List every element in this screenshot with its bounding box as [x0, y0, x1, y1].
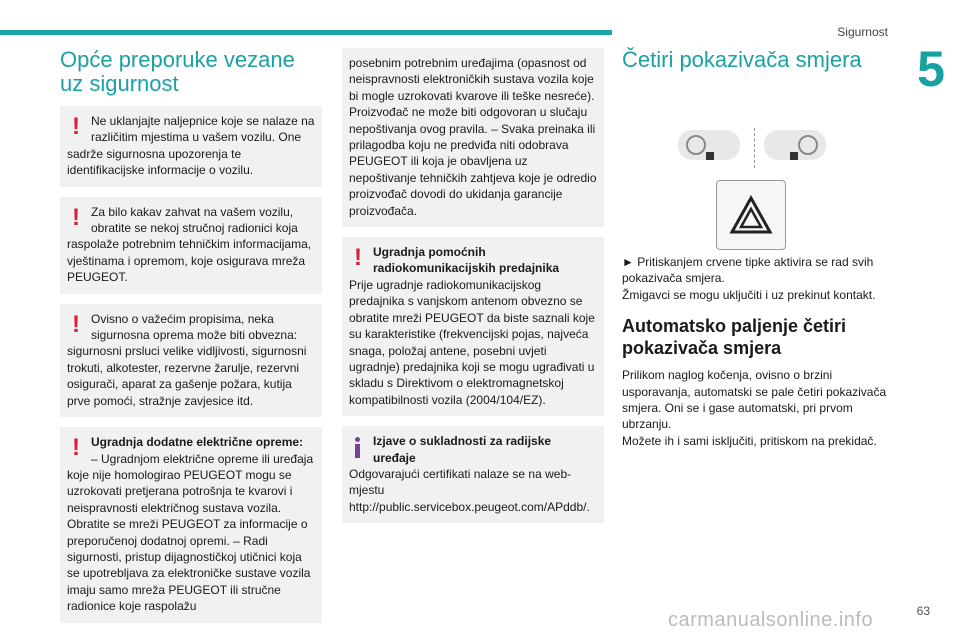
warning-exclamation-icon: ! — [72, 310, 80, 338]
warning-box — [342, 237, 604, 416]
paragraph: Prilikom naglog kočenja, ovisno o brzini usporavanja, automatski se pale četiri pokazivača smjera. Oni se i gase automatski, pri prvom ubrzanju. — [622, 368, 887, 432]
info-icon — [349, 433, 367, 463]
hazard-illustration — [622, 82, 892, 242]
warning-text: Ovisno o važećim propisima, neka sigurnosna oprema može biti obvezna: sigurnosni prsluci velike vidljivosti, sigurnosni trokuti, alkotester, rezervne žarulje, rezervni osigurači, aparat za gašenje požara, kutija prve pomoći, stražnje zavjesice itd. — [67, 311, 307, 408]
info-title: Izjave o sukladnosti za radijske uređaje — [373, 434, 552, 465]
warning-box — [60, 427, 322, 622]
middle-column — [342, 48, 604, 533]
left-heading: Opće preporuke vezane uz sigurnost — [60, 47, 295, 96]
hazard-button — [716, 180, 786, 250]
steering-wheel-icon — [678, 130, 740, 160]
chapter-tab — [902, 40, 960, 98]
warning-text: Za bilo kakav zahvat na vašem vozilu, obratite se nekoj stručnoj radionici koja raspolaže potrebnim tehničkim informacijama, vještinama i opremom, koje osigurava mreža PEUGEOT. — [67, 204, 312, 285]
warning-box — [60, 197, 322, 294]
left-column — [60, 48, 322, 633]
info-text: Odgovarajući certifikati nalaze se na web-mjestu http://public.servicebox.peugeot.com/APddb/. — [349, 466, 590, 514]
top-accent-bar — [0, 30, 612, 35]
subheading: Automatsko paljenje četiri pokazivača smjera — [622, 316, 847, 359]
warning-exclamation-icon: ! — [354, 244, 362, 272]
warning-text: Ne uklanjajte naljepnice koje se nalaze na različitim mjestima u vašem vozilu. One sadrže sigurnosna upozorenja te identifikacijske informacije o vozilu. — [67, 114, 315, 178]
warning-exclamation-icon: ! — [72, 434, 80, 462]
warning-box — [60, 304, 322, 417]
warning-text: – Ugradnjom električne opreme ili uređaja koje nije homologirao PEUGEOT mogu se uzrokovati pretjerana potrošnja te kvarovi i neispravnosti električnog sustava vozila. Obratite se mreži PEUGEOT za informacije o preporučenoj dodatnoj opremi. – Radi sigurnosti, pristup dijagnostičkoj utičnici koja se upotrebljava za elektroničke sustave vozila imaju samo mreža PEUGEOT ili stručne radionice koje raspolažu — [67, 451, 314, 614]
info-box — [342, 426, 604, 523]
section-title: Sigurnost — [837, 25, 888, 39]
watermark: carmanualsonline.info — [668, 609, 874, 631]
continued-text: posebnim potrebnim uređajima (opasnost od neispravnosti elektroničkih sustava vozila koje bi mogle uzrokovati kvarove ili teške nesreće). Proizvođač ne može biti odgovoran u slučaju nepoštivanja ovog pravila. – Svaka preinaka ili prilagodba koju ne predviđa niti odobrava PEUGEOT ili koja je obavljena uz nepoštivanje tehničkih zahtjeva koje je odredio proizvođač dovodi do ukidanja garancije proizvođača. — [349, 56, 597, 218]
page-number: 63 — [916, 604, 930, 618]
warning-box — [60, 106, 322, 187]
hazard-triangle-icon — [729, 195, 773, 235]
right-heading: Četiri pokazivača smjera — [622, 47, 862, 72]
chapter-number: 5 — [917, 41, 945, 97]
paragraph: Možete ih i sami isključiti, pritiskom na prekidač. — [622, 433, 877, 448]
warning-title: Ugradnja pomoćnih radiokomunikacijskih predajnika — [373, 245, 560, 276]
warning-exclamation-icon: ! — [72, 203, 80, 231]
paragraph: ► Pritiskanjem crvene tipke aktivira se rad svih pokazivača smjera. — [622, 255, 874, 286]
steering-wheel-icon — [764, 130, 826, 160]
warning-title: Ugradnja dodatne električne opreme: — [91, 435, 304, 450]
continued-box — [342, 48, 604, 227]
warning-text: Prije ugradnje radiokomunikacijskog predajnika s vanjskom antenom obvezno se obratite mreži PEUGEOT da biste saznali koje su karakteristike (frekvencijski pojas, najveća snaga, položaj antene, posebni uvjeti ugradnje) predajnika koji se mogu ugrađivati u skladu s Direktivom o elektromagnetskoj kompatibilnosti vozila (2004/104/EZ). — [349, 277, 595, 407]
warning-exclamation-icon: ! — [72, 113, 80, 140]
paragraph: Žmigavci se mogu uključiti i uz prekinut kontakt. — [622, 287, 876, 302]
right-column — [622, 48, 892, 449]
divider-line — [754, 128, 756, 168]
